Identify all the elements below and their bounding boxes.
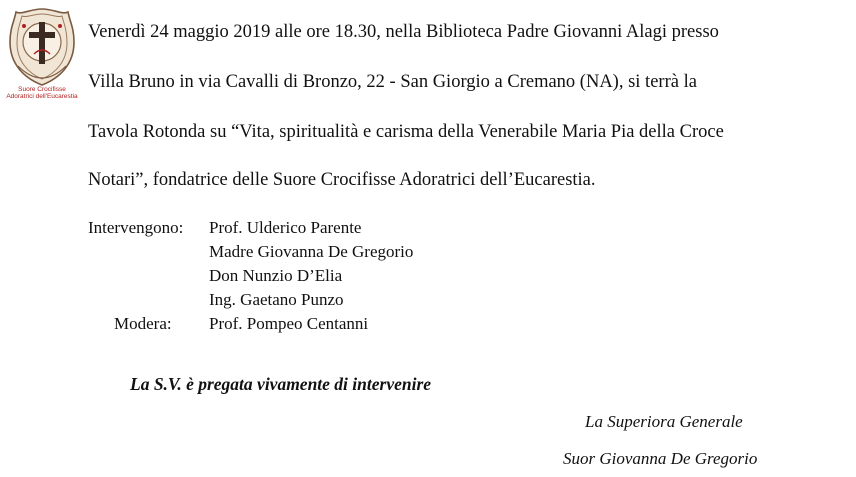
moderator-label: Modera: [114,314,172,333]
speaker-item: Prof. Ulderico Parente [209,218,362,237]
signature-title: La Superiora Generale [585,412,743,431]
cross-emblem-icon [4,6,80,88]
moderator-name: Prof. Pompeo Centanni [209,314,369,333]
speaker-item: Ing. Gaetano Punzo [209,290,344,309]
body-line-3: Tavola Rotonda su “Vita, spiritualità e carisma della Venerabile Maria Pia della Croce [88,122,724,142]
speaker-item: Madre Giovanna De Gregorio [209,242,414,261]
body-line-2: Villa Bruno in via Cavalli di Bronzo, 22 - San Giorgio a Cremano (NA), si terrà la [88,72,697,92]
invitation-text: La S.V. è pregata vivamente di intervenire [130,374,432,394]
congregation-logo [4,6,80,102]
body-line-1: Venerdì 24 maggio 2019 alle ore 18.30, nella Biblioteca Padre Giovanni Alagi presso [88,22,719,42]
body-line-4: Notari”, fondatrice delle Suore Crocifisse Adoratrici dell’Eucarestia. [88,170,596,190]
speaker-item: Don Nunzio D’Elia [209,266,343,285]
logo-text-line2: Adoratrici dell'Eucarestia [6,93,78,100]
signature-name: Suor Giovanna De Gregorio [563,449,758,468]
speakers-label: Intervengono: [88,218,184,237]
logo-text-line1: Suore Crocifisse [18,86,66,93]
